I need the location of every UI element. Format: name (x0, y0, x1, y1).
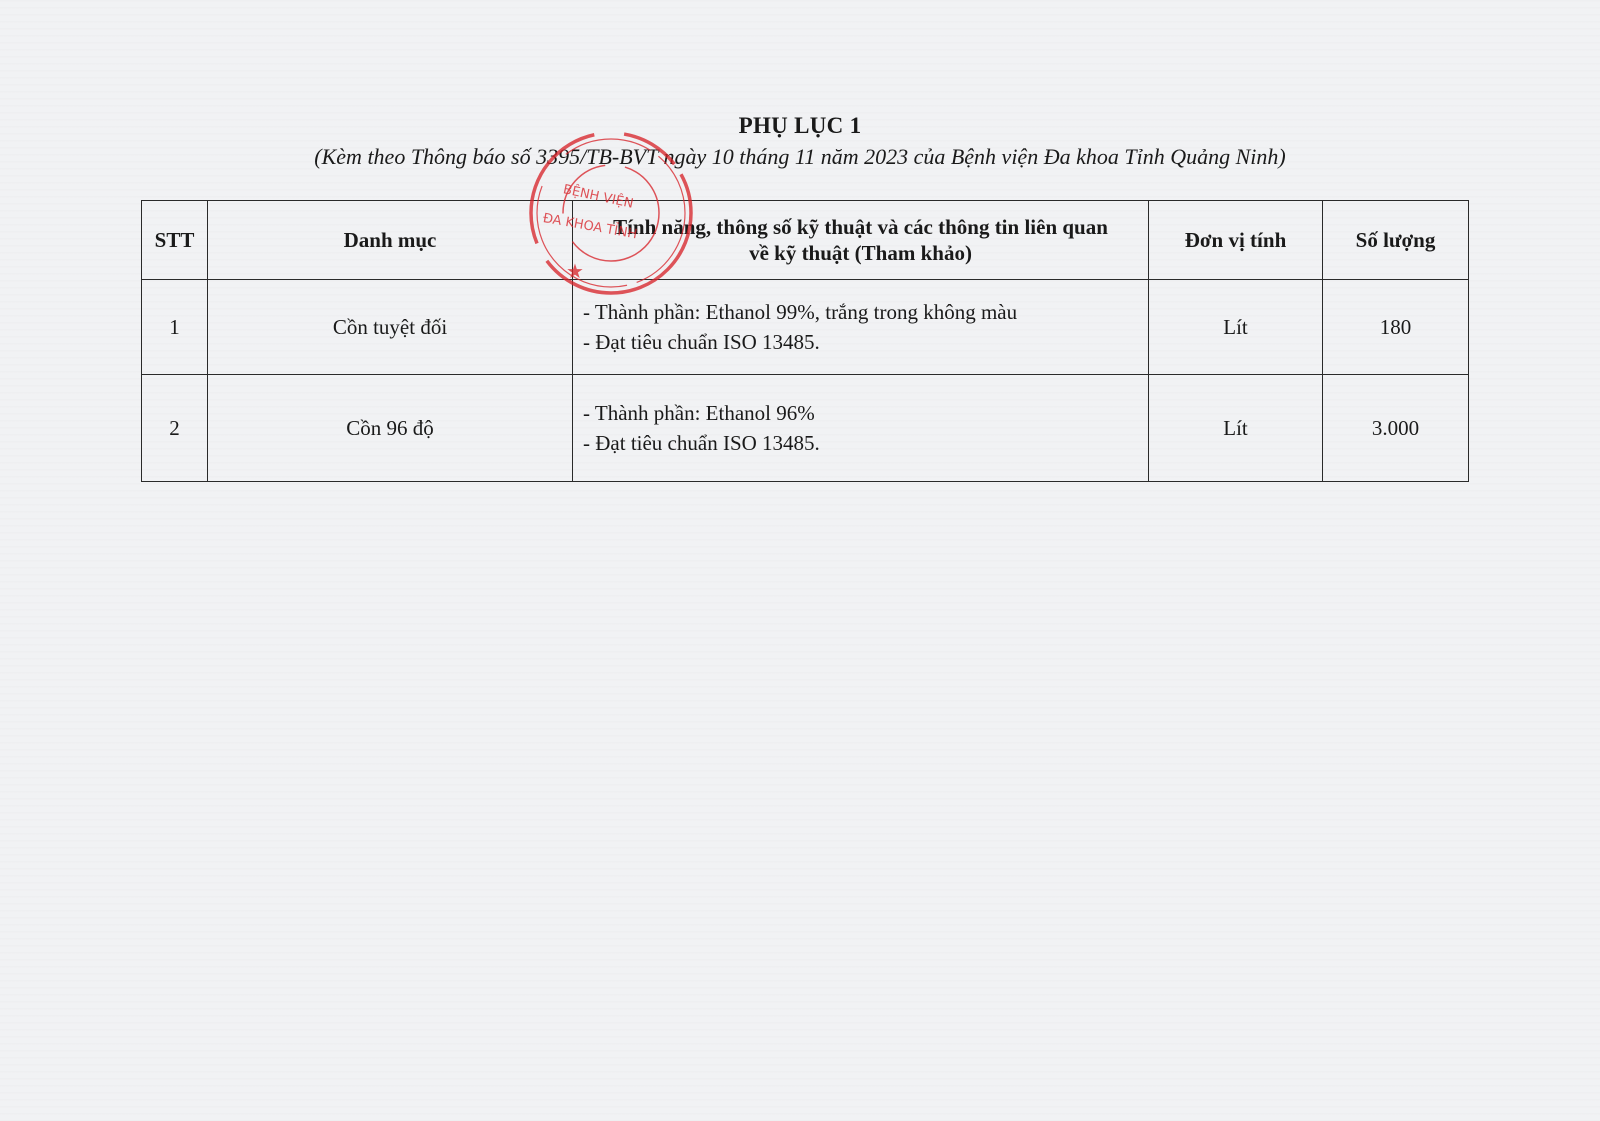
table-row (142, 280, 1469, 375)
header-specs-line1: Tính năng, thông số kỹ thuật và các thông tin liên quan (613, 215, 1108, 239)
cell-specs (573, 375, 1149, 482)
cell-stt: 1 (142, 280, 208, 375)
spec-line: - Đạt tiêu chuẩn ISO 13485. (583, 431, 820, 455)
header-category: Danh mục (208, 201, 573, 280)
page-subtitle: (Kèm theo Thông báo số 3395/TB-BVT ngày 10 tháng 11 năm 2023 của Bệnh viện Đa khoa Tỉnh Quảng Ninh) (314, 144, 1286, 169)
specification-table (141, 200, 1469, 482)
cell-unit: Lít (1149, 280, 1323, 375)
cell-category: Cồn tuyệt đối (208, 280, 573, 375)
header-specs-line2: về kỹ thuật (Tham khảo) (749, 241, 972, 265)
header-quantity: Số lượng (1323, 201, 1469, 280)
spec-line: - Thành phần: Ethanol 99%, trắng trong không màu (583, 300, 1018, 324)
page-title: PHỤ LỤC 1 (738, 113, 862, 138)
header-specs (573, 201, 1149, 280)
cell-stt: 2 (142, 375, 208, 482)
header-unit: Đơn vị tính (1149, 201, 1323, 280)
cell-quantity: 180 (1323, 280, 1469, 375)
cell-category: Cồn 96 độ (208, 375, 573, 482)
table-row (142, 375, 1469, 482)
spec-line: - Thành phần: Ethanol 96% (583, 401, 815, 425)
seal-text-1: BỆNH VIỆN (561, 182, 635, 212)
cell-quantity: 3.000 (1323, 375, 1469, 482)
cell-specs (573, 280, 1149, 375)
spec-line: - Đạt tiêu chuẩn ISO 13485. (583, 330, 820, 354)
seal-text-2: ĐA KHOA TỈNH (541, 210, 639, 243)
seal-star-icon: ★ (566, 259, 584, 283)
header-stt: STT (142, 201, 208, 280)
table-header-row (142, 201, 1469, 280)
cell-unit: Lít (1149, 375, 1323, 482)
